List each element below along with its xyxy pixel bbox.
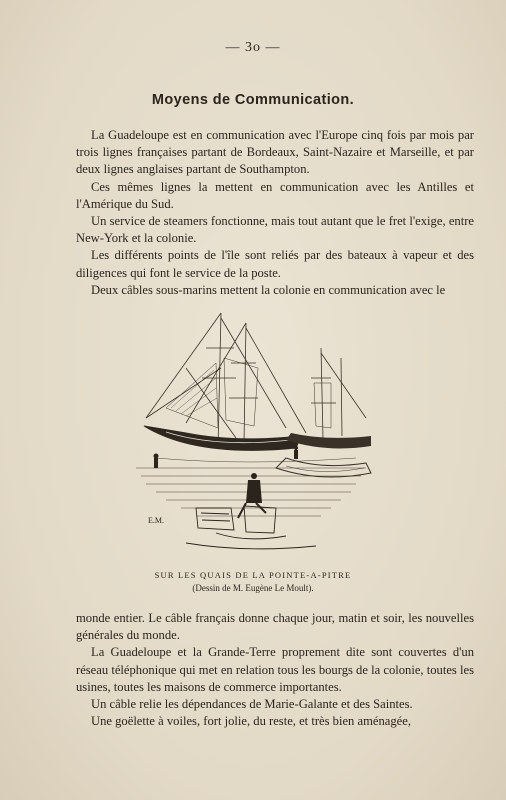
ship-illustration	[126, 308, 376, 563]
paragraph: monde entier. Le câble français donne chaque jour, matin et soir, les nouvelles générales du monde.	[76, 611, 474, 643]
paragraph: Une goëlette à voiles, fort jolie, du reste, et très bien aménagée,	[91, 714, 411, 729]
paragraph: Deux câbles sous-marins mettent la colonie en communication avec le	[91, 282, 446, 297]
body-text-top	[76, 127, 474, 299]
paragraph: Un câble relie les dépendances de Marie-Galante et des Saintes.	[91, 697, 413, 712]
paragraph: Un service de steamers fonctionne, mais tout autant que le fret l'exige, entre New-York et la colonie.	[76, 214, 474, 246]
section-heading: Moyens de Communication.	[151, 92, 355, 108]
illustration-caption: SUR LES QUAIS DE LA POINTE-A-PITRE	[154, 570, 352, 580]
paragraph: La Guadeloupe et la Grande-Terre proprement dite sont couvertes d'un réseau téléphonique qui met en relation tous les bourgs de la colonie, toutes les usines, toutes les maisons de commerce importantes.	[76, 645, 474, 694]
page-number: — 3o —	[225, 40, 281, 55]
body-text-bottom	[76, 610, 474, 730]
paragraph: Ces mêmes lignes la mettent en communication avec les Antilles et l'Amérique du Sud.	[76, 179, 474, 211]
artist-signature: E.M.	[148, 516, 164, 525]
paragraph: Les différents points de l'île sont reliés par des bateaux à vapeur et des diligences qui font le service de la poste.	[76, 248, 474, 280]
paragraph: La Guadeloupe est en communication avec l'Europe cinq fois par mois par trois lignes françaises partant de Bordeaux, Saint-Nazaire et Marseille, et par deux lignes anglaises partant de Southampton.	[76, 128, 474, 177]
illustration-credit: (Dessin de M. Eugène Le Moult).	[192, 583, 314, 593]
